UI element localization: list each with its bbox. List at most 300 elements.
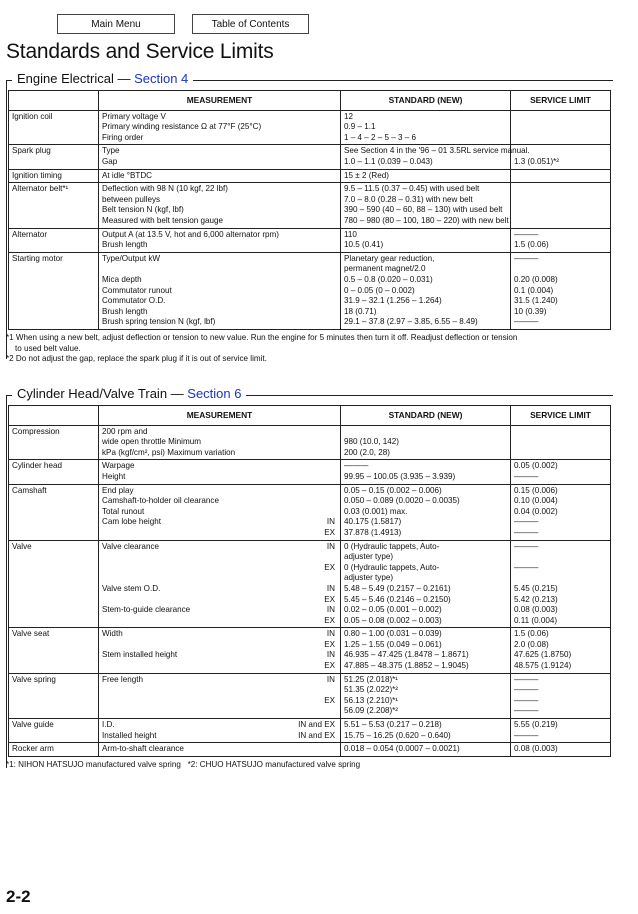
measurement-text (102, 264, 104, 275)
measurement-line (102, 184, 337, 195)
item-name: Valve spring (12, 674, 56, 684)
standard-cell (341, 425, 511, 460)
standard-value: 56.09 (2.208)*² (344, 706, 398, 716)
standard-cell (341, 460, 511, 484)
measurement-text: At idle °BTDC (102, 170, 153, 180)
service-limit-value (514, 112, 607, 123)
measurement-line (102, 195, 337, 206)
intake-exhaust-label: EX (324, 527, 335, 537)
intake-exhaust-label (335, 317, 337, 328)
measurement-line (102, 157, 337, 168)
service-limit-value (514, 133, 607, 144)
intake-exhaust-label (335, 496, 337, 507)
measurement-cell (99, 425, 341, 460)
measurement-text: Primary voltage V (102, 111, 166, 121)
intake-exhaust-label: IN (326, 674, 335, 684)
item-name: Valve guide (12, 720, 54, 730)
item-name: Alternator belt*¹ (12, 184, 69, 194)
standard-value: 47.885 – 48.375 (1.8852 – 1.9045) (344, 661, 469, 671)
intake-exhaust-label (335, 685, 337, 696)
standard-value: 10.5 (0.41) (344, 240, 384, 250)
measurement-text: Width (102, 629, 123, 639)
intake-exhaust-label (335, 122, 337, 133)
item-cell (9, 145, 99, 169)
service-limit-value (514, 448, 607, 459)
table-row (9, 719, 611, 743)
measurement-text: kPa (kgf/cm², psi) Maximum variation (102, 447, 236, 457)
measurement-header: MEASUREMENT (99, 406, 341, 426)
service-limit-cell (511, 743, 611, 757)
standard-header: STANDARD (NEW) (341, 406, 511, 426)
item-cell (9, 628, 99, 673)
intake-exhaust-label: EX (324, 695, 335, 705)
measurement-line (102, 517, 337, 528)
service-limit-value: 0.20 (0.008) (514, 274, 558, 284)
intake-exhaust-label (335, 184, 337, 195)
measurement-text: Type/Output kW (102, 253, 161, 263)
intake-exhaust-label (335, 275, 337, 286)
measurement-text (102, 563, 104, 574)
service-limit-value: 5.45 (0.215) (514, 583, 558, 593)
measurement-cell (99, 228, 341, 252)
measurement-line (102, 216, 337, 227)
intake-exhaust-label: EX (324, 661, 335, 671)
service-limit-value: 31.5 (1.240) (514, 296, 558, 306)
measurement-text: Deflection with 98 N (10 kgf, 22 lbf) (102, 184, 228, 194)
service-limit-value: 1.3 (0.051)*² (514, 156, 559, 166)
measurement-text (102, 661, 104, 672)
measurement-text: Commutator runout (102, 285, 172, 295)
section-4-link[interactable]: Section 4 (134, 71, 189, 86)
table-row (9, 628, 611, 673)
measurement-line (102, 307, 337, 318)
measurement-line (102, 264, 337, 275)
measurement-line (102, 595, 337, 606)
measurement-text: Mica depth (102, 274, 142, 284)
table-row (9, 673, 611, 718)
service-limit-value: 47.625 (1.8750) (514, 650, 572, 660)
standard-value: 200 (2.0, 28) (344, 447, 390, 457)
item-name: Valve seat (12, 629, 50, 639)
intake-exhaust-label (335, 552, 337, 563)
service-limit-value: ——— (514, 253, 539, 263)
item-name: Rocker arm (12, 744, 54, 754)
measurement-line (102, 286, 337, 297)
standard-value: 1.0 – 1.1 (0.039 – 0.043) (344, 156, 433, 166)
item-cell (9, 460, 99, 484)
standard-header: STANDARD (NEW) (341, 91, 511, 111)
service-limit-value: 0.15 (0.006) (514, 485, 558, 495)
measurement-text (102, 640, 104, 651)
intake-exhaust-label (335, 461, 337, 472)
measurement-cell (99, 719, 341, 743)
measurement-line (102, 528, 337, 539)
intake-exhaust-label (335, 706, 337, 717)
measurement-cell (99, 252, 341, 329)
intake-exhaust-label: EX (324, 639, 335, 649)
standard-value: 5.45 – 5.46 (0.2146 – 0.2150) (344, 594, 451, 604)
measurement-line (102, 146, 337, 157)
intake-exhaust-label (335, 744, 337, 755)
measurement-line (102, 650, 337, 661)
measurement-text: Warpage (102, 461, 135, 471)
standard-value: 0.02 – 0.05 (0.001 – 0.002) (344, 605, 442, 615)
engine-electrical-section-title (12, 71, 193, 86)
measurement-text: Firing order (102, 132, 144, 142)
service-limit-value (514, 264, 607, 275)
standard-value: 99.95 – 100.05 (3.935 – 3.939) (344, 471, 456, 481)
standard-value: 1 – 4 – 2 – 5 – 3 – 6 (344, 132, 417, 142)
measurement-cell (99, 484, 341, 540)
standard-value: 51.25 (2.018)*¹ (344, 674, 398, 684)
table-row (9, 743, 611, 757)
intake-exhaust-label: IN (326, 605, 335, 615)
measurement-text: Cam lobe height (102, 517, 161, 527)
intake-exhaust-label (335, 437, 337, 448)
measurement-text (102, 616, 104, 627)
service-limit-value: 0.1 (0.004) (514, 285, 554, 295)
measurement-text: Arm-to-shaft clearance (102, 744, 184, 754)
main-menu-button[interactable]: Main Menu (57, 14, 175, 34)
standard-cell (341, 484, 511, 540)
intake-exhaust-label (335, 146, 337, 157)
measurement-line (102, 317, 337, 328)
item-name: Ignition timing (12, 170, 62, 180)
item-cell (9, 183, 99, 228)
measurement-text: wide open throttle Minimum (102, 437, 201, 447)
table-row (9, 484, 611, 540)
service-limit-value (514, 427, 607, 438)
section-title-text: Cylinder Head/Valve Train — (17, 386, 188, 401)
intake-exhaust-label (335, 230, 337, 241)
standard-value: 0 (Hydraulic tappets, Auto- (344, 562, 440, 572)
measurement-line (102, 427, 337, 438)
measurement-text (102, 696, 104, 707)
measurement-text (102, 552, 104, 563)
standard-cell (341, 110, 511, 145)
service-limit-value: 48.575 (1.9124) (514, 661, 572, 671)
service-limit-cell (511, 183, 611, 228)
measurement-cell (99, 628, 341, 673)
standard-value: 9.5 – 11.5 (0.37 – 0.45) with used belt (344, 184, 480, 194)
measurement-line (102, 685, 337, 696)
service-limit-value: 2.0 (0.08) (514, 639, 549, 649)
standard-cell (341, 628, 511, 673)
measurement-text: End play (102, 485, 134, 495)
measurement-line (102, 744, 337, 755)
standard-value: 37.878 (1.4913) (344, 527, 402, 537)
measurement-cell (99, 183, 341, 228)
cylinder-head-rows (9, 425, 611, 756)
standard-cell (341, 540, 511, 628)
table-row (9, 228, 611, 252)
service-limit-value: 0.08 (0.003) (514, 744, 558, 754)
item-name: Valve (12, 541, 32, 551)
item-name: Spark plug (12, 146, 51, 156)
service-limit-cell (511, 228, 611, 252)
intake-exhaust-label: EX (324, 615, 335, 625)
measurement-line (102, 230, 337, 241)
item-name: Starting motor (12, 253, 63, 263)
item-cell (9, 484, 99, 540)
intake-exhaust-label: IN (326, 650, 335, 660)
measurement-text (102, 573, 104, 584)
service-limit-cell (511, 425, 611, 460)
measurement-header: MEASUREMENT (99, 91, 341, 111)
service-limit-value: 10 (0.39) (514, 306, 547, 316)
intake-exhaust-label (335, 296, 337, 307)
measurement-text: Commutator O.D. (102, 296, 166, 306)
standard-value: 390 – 590 (40 – 60, 88 – 130) with used belt (344, 205, 503, 215)
service-limit-value (514, 216, 607, 227)
standard-value: 1.25 – 1.55 (0.049 – 0.061) (344, 639, 442, 649)
measurement-text: Valve stem O.D. (102, 583, 161, 593)
measurement-line (102, 584, 337, 595)
measurement-cell (99, 460, 341, 484)
item-header (9, 406, 99, 426)
standard-value: 51.35 (2.022)*² (344, 685, 398, 695)
footnote: *1: NIHON HATSUJO manufactured valve spring *2: CHUO HATSUJO manufactured valve spring (6, 760, 361, 769)
measurement-text: Measured with belt tension gauge (102, 215, 224, 225)
standard-value: 12 (344, 111, 354, 121)
item-cell (9, 540, 99, 628)
standard-value: 7.0 – 8.0 (0.28 – 0.31) with new belt (344, 194, 473, 204)
service-limit-value: 0.05 (0.002) (514, 461, 558, 471)
intake-exhaust-label (335, 133, 337, 144)
service-limit-value: 1.5 (0.06) (514, 240, 549, 250)
intake-exhaust-label (335, 472, 337, 483)
measurement-text (102, 685, 104, 696)
measurement-line (102, 605, 337, 616)
standard-value: 15.75 – 16.25 (0.620 – 0.640) (344, 730, 451, 740)
measurement-line (102, 616, 337, 627)
measurement-cell (99, 110, 341, 145)
measurement-text: Stem installed height (102, 650, 178, 660)
measurement-text: Total runout (102, 506, 145, 516)
service-limit-value (514, 552, 607, 563)
item-name: Compression (12, 426, 60, 436)
intake-exhaust-label (335, 286, 337, 297)
standard-cell (341, 252, 511, 329)
intake-exhaust-label (335, 507, 337, 518)
service-limit-value: ——— (514, 517, 539, 527)
table-of-contents-button[interactable]: Table of Contents (192, 14, 309, 34)
measurement-line (102, 461, 337, 472)
item-cell (9, 743, 99, 757)
measurement-line (102, 661, 337, 672)
service-limit-cell (511, 628, 611, 673)
service-limit-value (514, 437, 607, 448)
measurement-line (102, 254, 337, 265)
measurement-text: between pulleys (102, 194, 161, 204)
item-cell (9, 252, 99, 329)
service-limit-value (514, 195, 607, 206)
service-limit-cell (511, 540, 611, 628)
item-cell (9, 228, 99, 252)
cylinder-head-table (8, 405, 611, 757)
service-limit-value: ——— (514, 527, 539, 537)
service-limit-cell (511, 252, 611, 329)
section-6-link[interactable]: Section 6 (187, 386, 242, 401)
cylinder-head-section-title (12, 386, 246, 401)
standard-value: 0.03 (0.001) max. (344, 506, 408, 516)
standard-cell (341, 145, 530, 169)
measurement-line (102, 507, 337, 518)
measurement-cell (99, 673, 341, 718)
standard-value: permanent magnet/2.0 (344, 264, 426, 274)
service-limit-cell (511, 460, 611, 484)
section-title-text: Engine Electrical — (17, 71, 135, 86)
service-limit-value (514, 184, 607, 195)
item-cell (9, 169, 99, 183)
measurement-text: Type (102, 146, 120, 156)
service-limit-value: ——— (514, 471, 539, 481)
intake-exhaust-label (335, 157, 337, 168)
measurement-text: I.D. (102, 720, 115, 730)
page-number: 2-2 (6, 887, 31, 906)
table-row (9, 425, 611, 460)
standard-value: 0 (Hydraulic tappets, Auto- (344, 541, 440, 551)
engine-electrical-rows (9, 110, 611, 329)
service-limit-value: 0.11 (0.004) (514, 615, 558, 625)
service-limit-cell (511, 484, 611, 540)
service-limit-value (514, 171, 607, 182)
standard-value: 15 ± 2 (Red) (344, 170, 389, 180)
service-limit-value: ——— (514, 730, 539, 740)
standard-cell (341, 673, 511, 718)
measurement-text: Camshaft-to-holder oil clearance (102, 496, 219, 506)
standard-value (344, 427, 507, 438)
item-name: Alternator (12, 229, 48, 239)
service-limit-value: ——— (514, 706, 539, 716)
table-row (9, 169, 611, 183)
intake-exhaust-label: IN (326, 583, 335, 593)
intake-exhaust-label: IN and EX (298, 720, 335, 730)
standard-value: 0.5 – 0.8 (0.020 – 0.031) (344, 274, 433, 284)
measurement-line (102, 275, 337, 286)
measurement-line (102, 240, 337, 251)
standard-value: 0.050 – 0.089 (0.0020 – 0.0035) (344, 496, 460, 506)
intake-exhaust-label: IN and EX (298, 730, 335, 740)
standard-value: 0 – 0.05 (0 – 0.002) (344, 285, 415, 295)
intake-exhaust-label (335, 205, 337, 216)
measurement-line (102, 552, 337, 563)
table-row (9, 110, 611, 145)
measurement-cell (99, 743, 341, 757)
intake-exhaust-label (335, 448, 337, 459)
measurement-line (102, 731, 337, 742)
measurement-text: Brush length (102, 240, 148, 250)
service-limit-value: 0.10 (0.004) (514, 496, 558, 506)
measurement-line (102, 112, 337, 123)
item-header (9, 91, 99, 111)
standard-value: 980 (10.0, 142) (344, 437, 399, 447)
measurement-cell (99, 540, 341, 628)
standard-cell (341, 228, 511, 252)
standard-value: 110 (344, 229, 357, 239)
measurement-text: Height (102, 471, 126, 481)
intake-exhaust-label (335, 573, 337, 584)
standard-value: 18 (0.71) (344, 306, 377, 316)
standard-value: 5.48 – 5.49 (0.2157 – 0.2161) (344, 583, 451, 593)
measurement-text: Belt tension N (kgf, lbf) (102, 205, 184, 215)
standard-value: 0.9 – 1.1 (344, 122, 376, 132)
intake-exhaust-label: IN (326, 629, 335, 639)
intake-exhaust-label: EX (324, 562, 335, 572)
service-limit-value: ——— (514, 541, 539, 551)
measurement-text: Gap (102, 156, 118, 166)
intake-exhaust-label (335, 216, 337, 227)
standard-value: 46.935 – 47.425 (1.8478 – 1.8671) (344, 650, 469, 660)
intake-exhaust-label (335, 486, 337, 497)
service-limit-header: SERVICE LIMIT (511, 406, 611, 426)
standard-value: 0.05 – 0.15 (0.002 – 0.006) (344, 485, 442, 495)
measurement-cell (99, 145, 341, 169)
service-limit-value: 0.04 (0.002) (514, 506, 558, 516)
intake-exhaust-label: IN (326, 541, 335, 551)
service-limit-value: ——— (514, 229, 539, 239)
standard-value: ——— (344, 461, 369, 471)
measurement-line (102, 296, 337, 307)
item-cell (9, 719, 99, 743)
measurement-text: Valve clearance (102, 541, 159, 551)
service-limit-cell (511, 169, 611, 183)
standard-value: 29.1 – 37.8 (2.97 – 3.85, 6.55 – 8.49) (344, 317, 478, 327)
measurement-line (102, 171, 337, 182)
standard-value: Planetary gear reduction, (344, 253, 435, 263)
table-row (9, 540, 611, 628)
measurement-line (102, 496, 337, 507)
table-row (9, 252, 611, 329)
measurement-line (102, 696, 337, 707)
service-limit-value: ——— (514, 317, 539, 327)
measurement-line (102, 205, 337, 216)
footnote: to used belt value. (6, 343, 81, 353)
footnote: *2 Do not adjust the gap, replace the spark plug if it is out of service limit. (6, 354, 267, 364)
measurement-line (102, 437, 337, 448)
service-limit-value: 5.55 (0.219) (514, 720, 558, 730)
intake-exhaust-label (335, 307, 337, 318)
measurement-line (102, 720, 337, 731)
service-limit-value: ——— (514, 674, 539, 684)
standard-value: 0.018 – 0.054 (0.0007 – 0.0021) (344, 744, 460, 754)
measurement-text (102, 528, 104, 539)
intake-exhaust-label (335, 427, 337, 438)
standard-value: adjuster type) (344, 573, 394, 583)
measurement-line (102, 573, 337, 584)
service-limit-value (514, 573, 607, 584)
service-limit-value: 0.08 (0.003) (514, 605, 558, 615)
measurement-line (102, 629, 337, 640)
service-limit-value: ——— (514, 685, 539, 695)
measurement-text: Free length (102, 674, 143, 684)
measurement-line (102, 640, 337, 651)
measurement-text: Brush spring tension N (kgf, lbf) (102, 317, 216, 327)
standard-value: 31.9 – 32.1 (1.256 – 1.264) (344, 296, 442, 306)
service-limit-value: ——— (514, 562, 539, 572)
intake-exhaust-label (335, 171, 337, 182)
table-row (9, 183, 611, 228)
measurement-text: Installed height (102, 730, 157, 740)
measurement-text: 200 rpm and (102, 426, 148, 436)
measurement-line (102, 706, 337, 717)
service-limit-value (514, 205, 607, 216)
standard-cell (341, 183, 511, 228)
intake-exhaust-label (335, 264, 337, 275)
measurement-text: Brush length (102, 306, 148, 316)
item-name: Ignition coil (12, 111, 53, 121)
service-limit-value: 5.42 (0.213) (514, 594, 558, 604)
